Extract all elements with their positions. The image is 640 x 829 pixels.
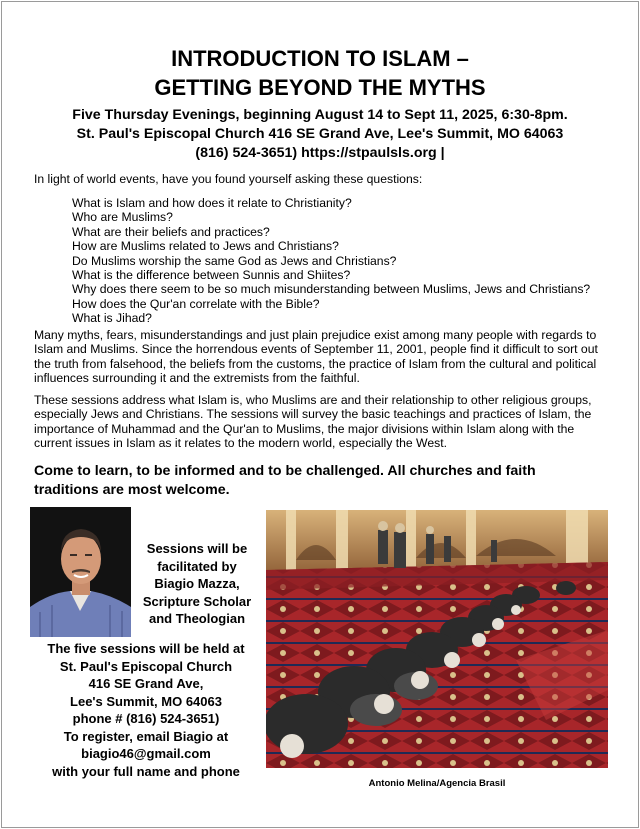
title-line-1: INTRODUCTION TO ISLAM – (171, 46, 469, 71)
question-list (72, 196, 632, 326)
session-details (30, 640, 262, 780)
facilitator-line: and Theologian (148, 611, 246, 626)
callout-text: Come to learn, to be informed and to be challenged. All churches and faith traditions are most welcome. (34, 463, 536, 498)
facilitator-line: Scripture Scholar (142, 593, 252, 609)
intro-text: In light of world events, have you found yourself asking these questions: (34, 172, 423, 186)
list-item: Who are Muslims? (72, 210, 173, 225)
paragraph-myths: Many myths, fears, misunderstandings and just plain prejudice exist among many people with regards to Islam and Muslims. Since the horrendous events of September 11, 2001, people find it difficult to sort out the truth from falsehood, the beliefs from the customs, the practice of Islam from the cultural and political influences surrounding it and the extremists from the faithful. (34, 328, 598, 386)
list-item: What are their beliefs and practices? (72, 224, 270, 239)
session-line: To register, email Biagio at (63, 728, 229, 744)
event-details (0, 106, 640, 163)
facilitator-info (132, 540, 262, 628)
session-line: with your full name and phone (52, 763, 240, 779)
list-item: How does the Qur'an correlate with the Bible? (72, 296, 320, 311)
session-line: St. Paul's Episcopal Church (59, 658, 233, 674)
event-contact: (816) 524-3651) https://stpaulsls.org | (195, 145, 445, 161)
session-line: 416 SE Grand Ave, (88, 676, 204, 691)
paragraph-sessions: These sessions address what Islam is, who Muslims are and their relationship to other religious groups, especially Jews and Christians. The sessions will survey the basic teachings and practices of Islam, the importance of Muhammad and the Qur'an to Muslims, the major divisions within Islam along with the current issues in Islam as it relates to the modern world, especially the West. (34, 393, 592, 451)
list-item: Do Muslims worship the same God as Jews and Christians? (72, 253, 397, 268)
list-item: What is the difference between Sunnis and Shiites? (72, 268, 351, 283)
registration-email: biagio46@gmail.com (81, 746, 211, 761)
facilitator-line: facilitated by (157, 558, 237, 574)
session-line: Lee's Summit, MO 64063 (70, 693, 222, 709)
list-item: Why does there seem to be so much misunderstanding between Muslims, Jews and Christians? (72, 282, 591, 297)
list-item: What is Jihad? (72, 311, 152, 326)
event-location: St. Paul's Episcopal Church 416 SE Grand Ave, Lee's Summit, MO 64063 (76, 126, 564, 142)
list-item: What is Islam and how does it relate to Christianity? (72, 196, 352, 210)
facilitator-portrait (30, 507, 131, 637)
list-item: How are Muslims related to Jews and Christians? (72, 239, 339, 254)
event-dates: Five Thursday Evenings, beginning August 14 to Sept 11, 2025, 6:30-8pm. (72, 107, 568, 123)
facilitator-line: Sessions will be (146, 541, 248, 556)
photo-credit: Antonio Melina/Agencia Brasil (368, 778, 506, 789)
facilitator-line: Biagio Mazza, (154, 576, 240, 591)
title-line-2: GETTING BEYOND THE MYTHS (154, 75, 486, 100)
mosque-prayer-photo (266, 510, 608, 768)
session-line: phone # (816) 524-3651) (72, 711, 220, 726)
page-title (0, 44, 640, 102)
session-line: The five sessions will be held at (47, 641, 245, 656)
